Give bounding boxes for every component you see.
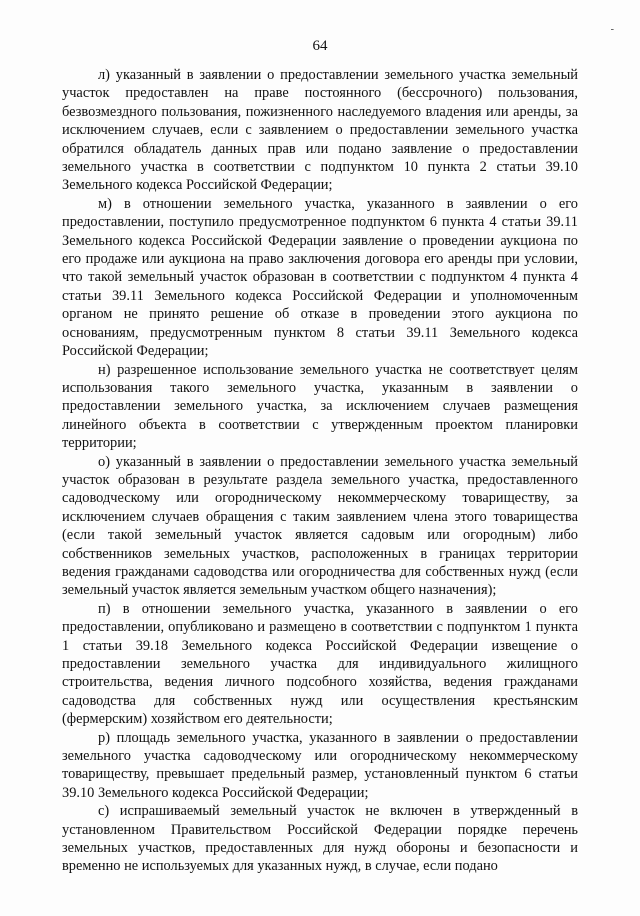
paragraph-l: л) указанный в заявлении о предоставлении земельного участка земельный участок предоставлен на праве постоянного (бессрочного) пользования, безвозмездного пользования, пожизненного наследуемого владения или аренды, за исключением случаев, если с заявлением о предоставлении земельного участка обратился обладатель данных прав или подано заявление о предоставлении земельного участка в соответствии с подпунктом 10 пункта 2 статьи 39.10 Земельного кодекса Российской Федерации; xyxy=(62,67,578,194)
paragraph-o: о) указанный в заявлении о предоставлении земельного участка земельный участок образован в результате раздела земельного участка, предоставленного садоводческому или огородническому некоммерческому товариществу, за исключением случаев обращения с таким заявлением члена этого товарищества (если такой земельный участок является садовым или огородным) либо собственников земельных участков, расположенных в границах территории ведения гражданами садоводства или огородничества для собственных нужд (если земельный участок является земельным участком общего назначения); xyxy=(62,453,578,599)
paragraph-r: р) площадь земельного участка, указанного в заявлении о предоставлении земельного участка садоводческому или огородническому некоммерческому товариществу, превышает предельный размер, установленный пунктом 6 статьи 39.10 Земельного кодекса Российской Федерации; xyxy=(62,729,578,801)
paragraph-m: м) в отношении земельного участка, указанного в заявлении о его предоставлении, поступило предусмотренное подпунктом 6 пункта 4 статьи 39.11 Земельного кодекса Российской Федерации заявление о проведении аукциона по его продаже или аукциона на право заключения договора его аренды при условии, что такой земельный участок образован в соответствии с подпунктом 4 пункта 4 статьи 39.11 Земельного кодекса Российской Федерации и уполномоченным органом не принято решение об отказе в проведении этого аукциона по основаниям, предусмотренным пунктом 8 статьи 39.11 Земельного кодекса Российской Федерации; xyxy=(62,195,578,360)
page-number: 64 xyxy=(312,38,328,54)
paragraph-s: с) испрашиваемый земельный участок не включен в утвержденный в установленном Правительством Российской Федерации порядке перечень земельных участков, предоставленных для нужд обороны и безопасности и временно не используемых для указанных нужд, в случае, если подано xyxy=(62,803,578,875)
paragraph-p: п) в отношении земельного участка, указанного в заявлении о его предоставлении, опубликовано и размещено в соответствии с подпунктом 1 пункта 1 статьи 39.18 Земельного кодекса Российской Федерации извещение о предоставлении земельного участка для индивидуального жилищного строительства, ведения личного подсобного хозяйства, ведения гражданами садоводства для собственных нужд или осуществления крестьянским (фермерским) хозяйством его деятельности; xyxy=(62,600,578,728)
corner-mark: - xyxy=(610,24,614,35)
document-body xyxy=(62,66,578,876)
paragraph-n: н) разрешенное использование земельного участка не соответствует целям использования такого земельного участка, указанным в заявлении о предоставлении земельного участка, за исключением случаев размещения линейного объекта в соответствии с утвержденным проектом планировки территории; xyxy=(62,361,578,452)
